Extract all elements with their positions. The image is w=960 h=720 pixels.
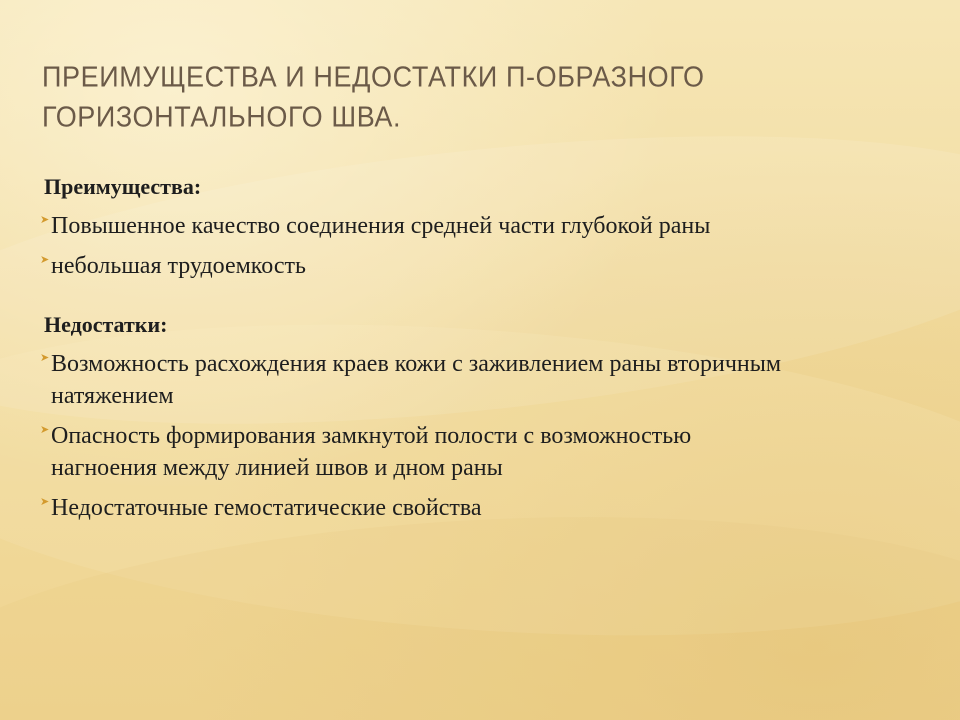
bullet-arrow-icon: ➤ — [40, 351, 50, 364]
slide-title — [42, 57, 842, 137]
bullet-arrow-icon: ➤ — [40, 423, 50, 436]
list-item-text: Недостаточные гемостатические свойства — [51, 495, 482, 521]
list-item-text-continuation: нагноения между линией швов и дном раны — [51, 455, 503, 481]
list-item — [40, 210, 934, 242]
list-item — [40, 348, 934, 412]
slide-title-line: ПРЕИМУЩЕСТВА И НЕДОСТАТКИ П-ОБРАЗНОГО — [42, 61, 705, 93]
list-item-text-continuation: натяжением — [51, 383, 174, 409]
slide-body — [40, 172, 934, 532]
list-item — [40, 420, 934, 484]
list-item — [40, 492, 934, 524]
disadvantages-heading: Недостатки: — [44, 312, 168, 337]
advantages-list — [40, 210, 934, 282]
list-item-text: небольшая трудоемкость — [51, 253, 306, 279]
bullet-arrow-icon: ➤ — [40, 495, 50, 508]
bullet-arrow-icon: ➤ — [40, 213, 50, 226]
disadvantages-list — [40, 348, 934, 524]
list-item — [40, 250, 934, 282]
list-item-text: Опасность формирования замкнутой полости с возможностью — [51, 423, 692, 449]
list-item-text: Повышенное качество соединения средней части глубокой раны — [51, 213, 711, 239]
advantages-heading: Преимущества: — [44, 174, 202, 199]
bullet-arrow-icon: ➤ — [40, 253, 50, 266]
slide-title-line: ГОРИЗОНТАЛЬНОГО ШВА. — [42, 101, 402, 133]
list-item-text: Возможность расхождения краев кожи с заживлением раны вторичным — [51, 351, 782, 377]
